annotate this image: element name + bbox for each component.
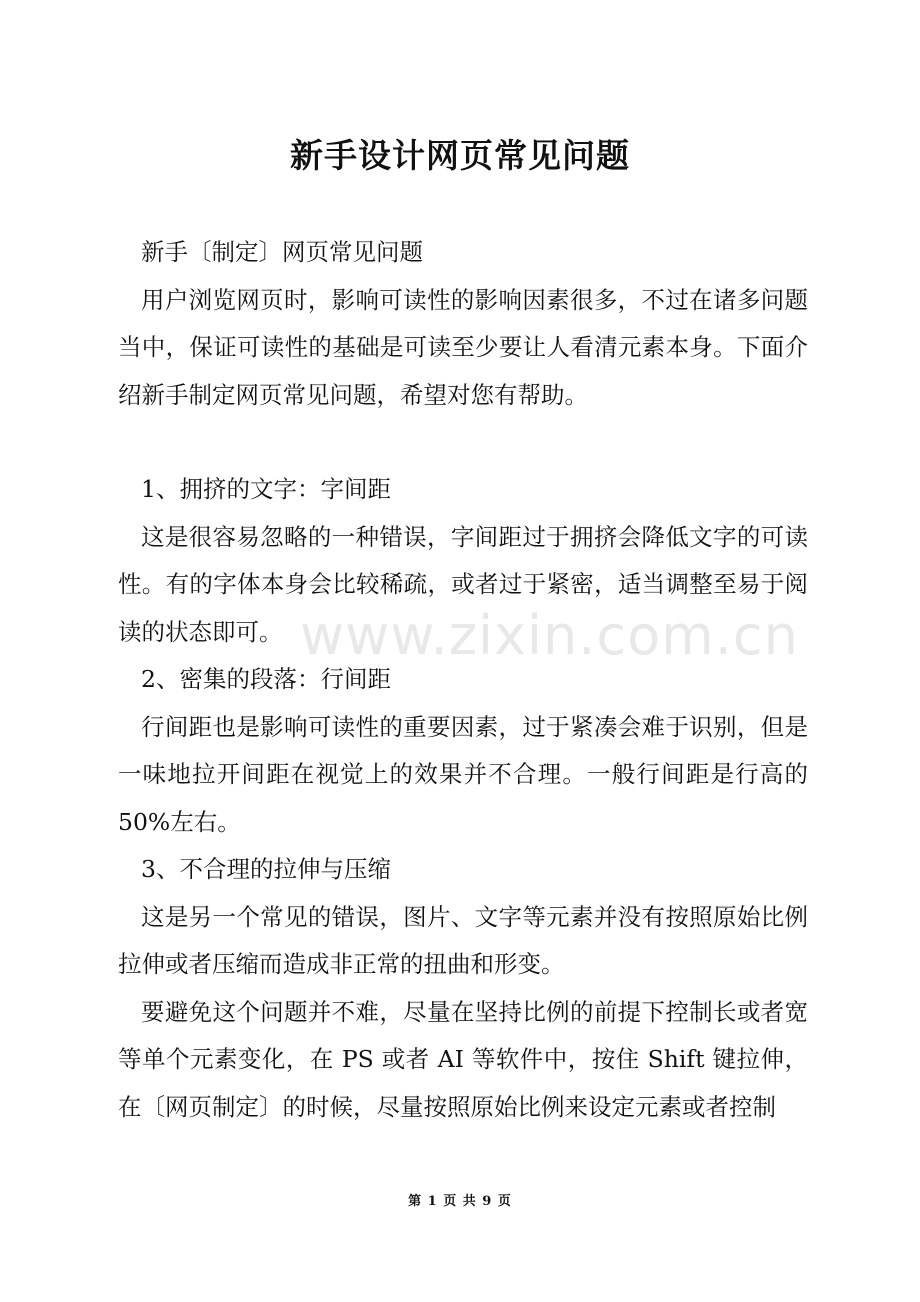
page-title: 新手设计网页常见问题	[290, 136, 630, 175]
paragraph-intro: 用户浏览网页时，影响可读性的影响因素很多，不过在诸多问题当中，保证可读性的基础是可读至少要让人看清元素本身。下面介绍新手制定网页常见问题，希望对您有帮助。	[118, 285, 808, 409]
watermark: www.zixin.com.cn	[300, 604, 799, 667]
paragraph-section-3a: 这是另一个常见的错误，图片、文字等元素并没有按照原始比例拉伸或者压缩而造成非正常的扭曲和形变。	[118, 902, 808, 978]
document-body	[118, 229, 808, 1131]
section-heading-1: 1、拥挤的文字：字间距	[141, 475, 391, 503]
page-footer: 第 1 页 共 9 页	[408, 1194, 512, 1209]
section-heading-2: 2、密集的段落：行间距	[141, 665, 391, 693]
paragraph-section-2: 行间距也是影响可读性的重要因素，过于紧凑会难于识别，但是一味地拉开间距在视觉上的效果并不合理。一般行间距是行高的 50%左右。	[118, 712, 808, 836]
paragraph-section-1: 这是很容易忽略的一种错误，字间距过于拥挤会降低文字的可读性。有的字体本身会比较稀疏，或者过于紧密，适当调整至易于阅读的状态即可。	[118, 522, 808, 646]
section-heading-3: 3、不合理的拉伸与压缩	[141, 855, 391, 883]
paragraph-section-3b: 要避免这个问题并不难，尽量在坚持比例的前提下控制长或者宽等单个元素变化，在 PS 或者 AI 等软件中，按住 Shift 键拉伸，在〔网页制定〕的时候，尽量按照原始比例来设定元素或者控制	[118, 997, 808, 1121]
paragraph-subtitle: 新手〔制定〕网页常见问题	[141, 238, 423, 266]
